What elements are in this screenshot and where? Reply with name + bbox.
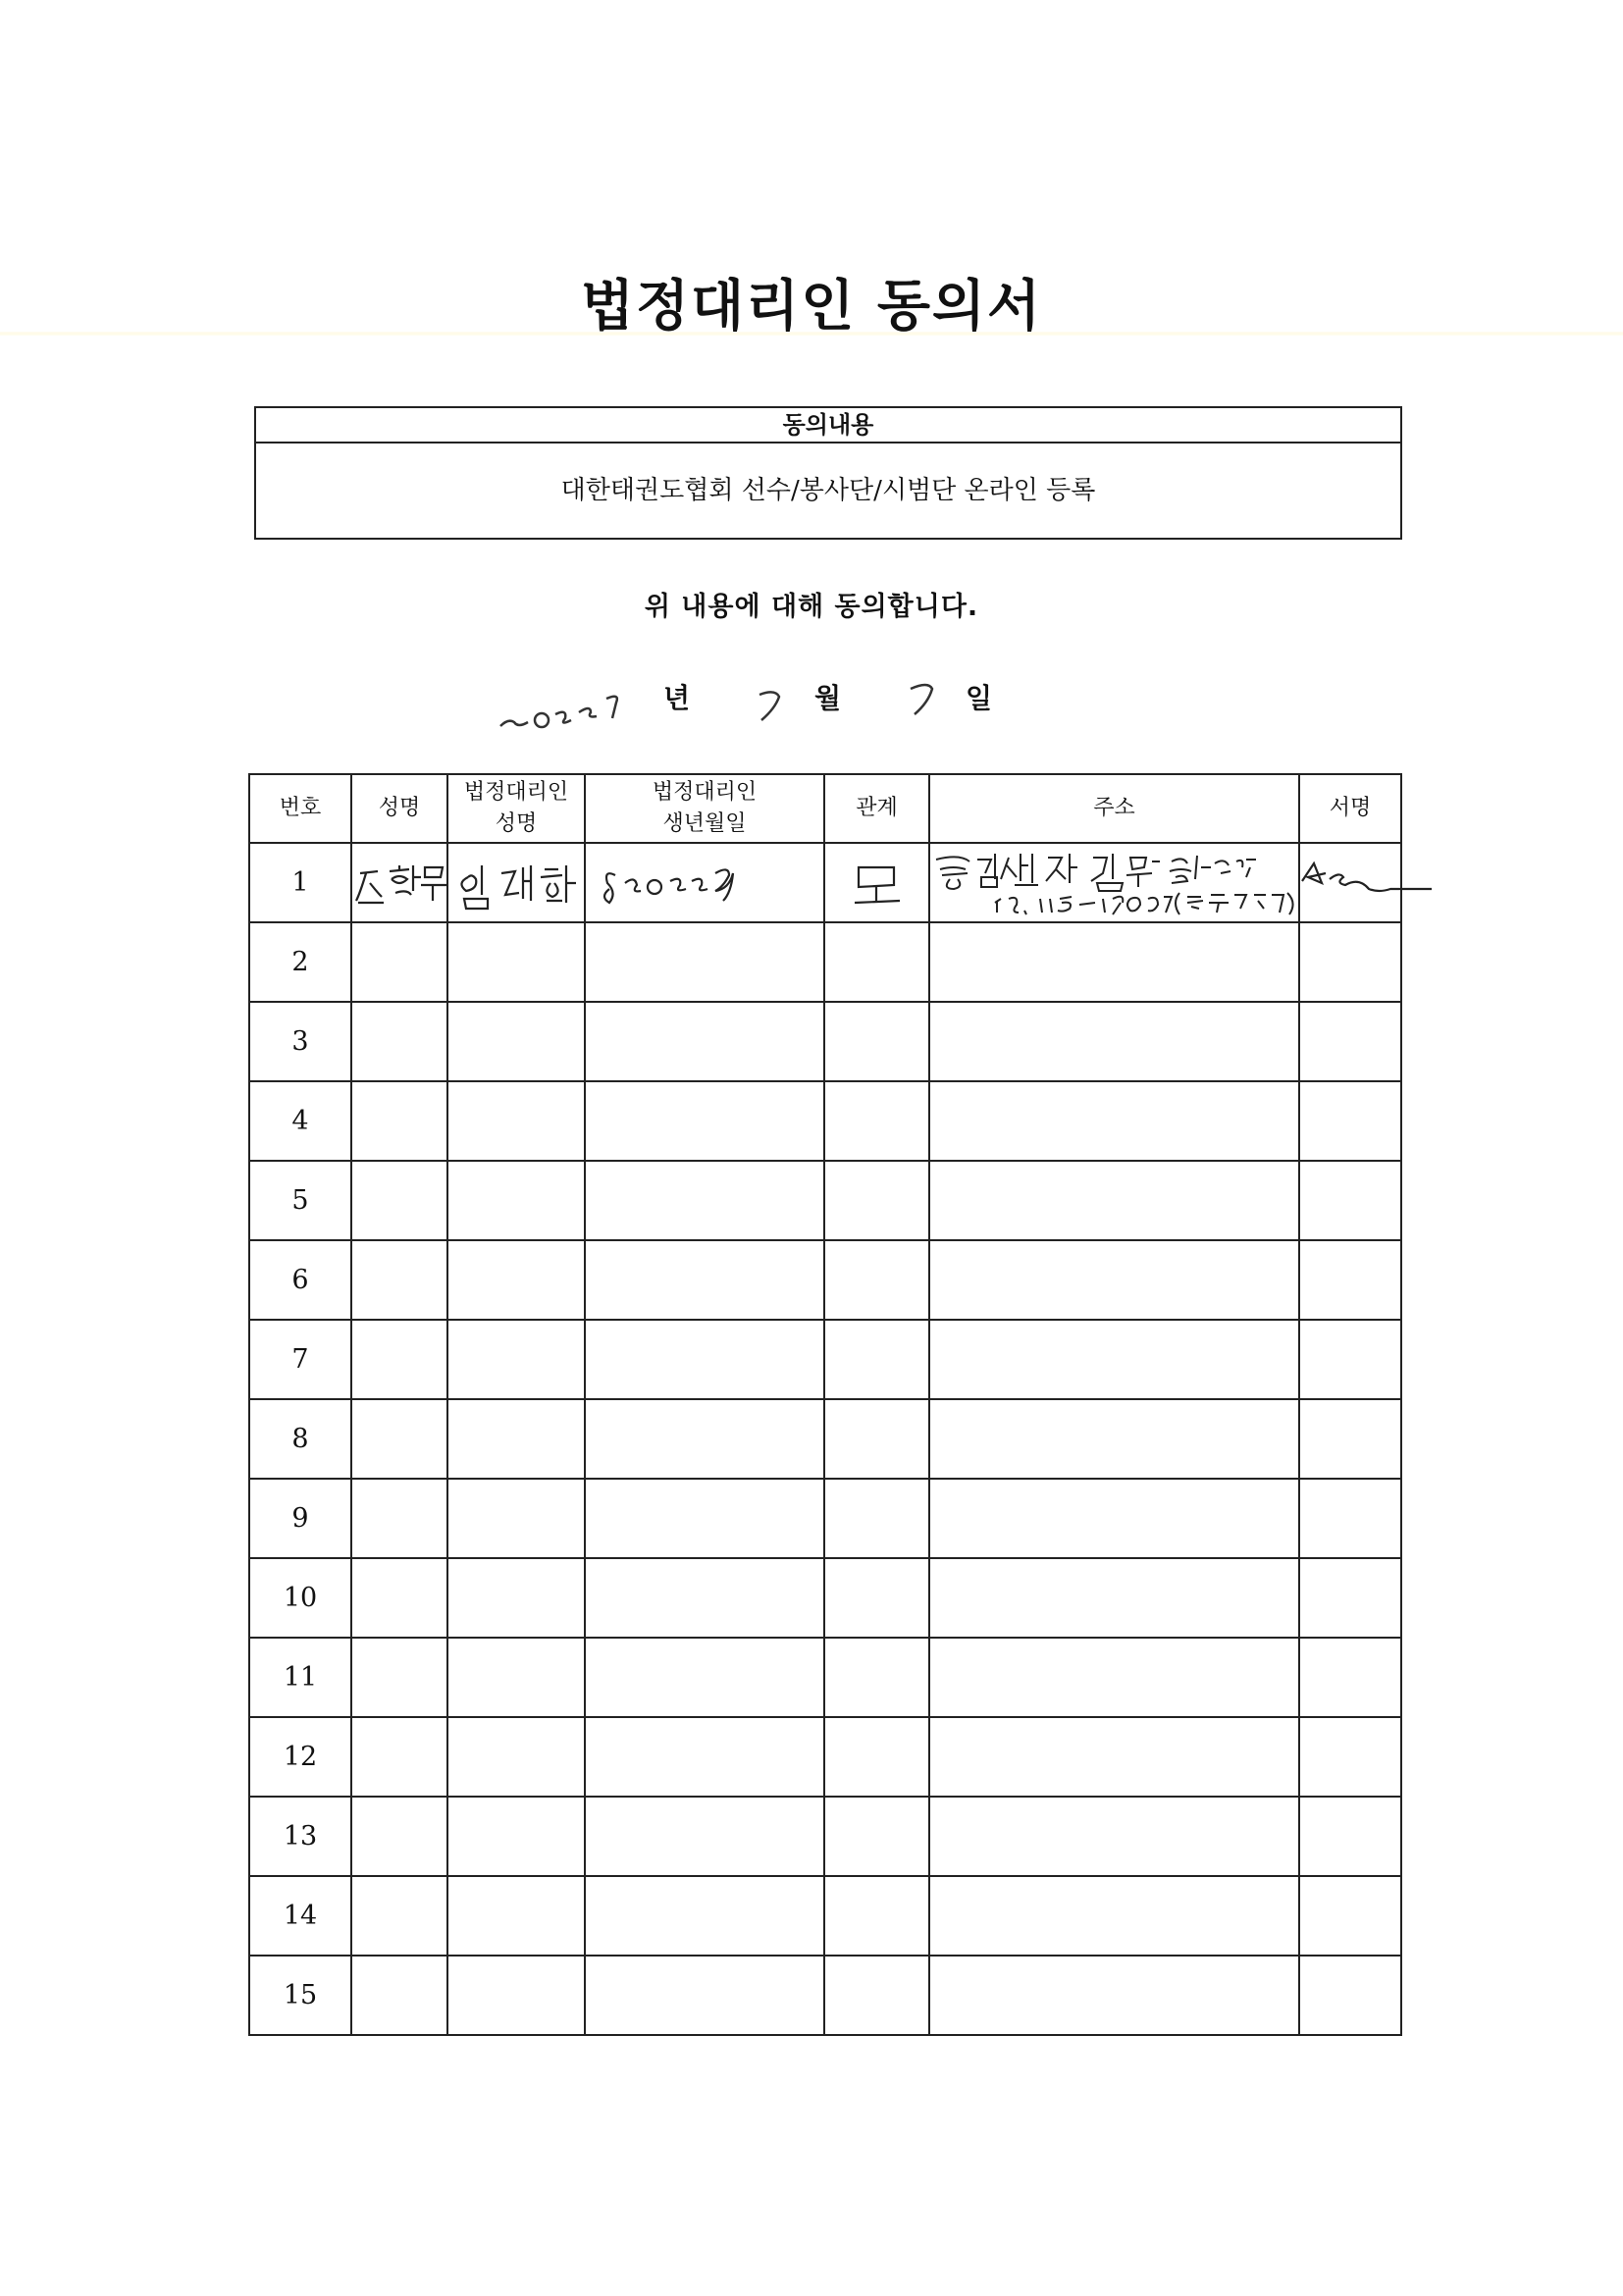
guardian-name-cell[interactable] <box>447 1161 585 1240</box>
guardian-name-cell[interactable] <box>447 1638 585 1717</box>
handwritten-name <box>351 843 447 922</box>
relation-cell[interactable] <box>824 1876 929 1956</box>
relation-cell[interactable] <box>824 1240 929 1320</box>
relation-cell[interactable] <box>824 1797 929 1876</box>
name-cell[interactable] <box>351 1081 447 1161</box>
agreement-text: 위 내용에 대해 동의합니다. <box>644 592 979 622</box>
signature-cell[interactable] <box>1299 1558 1401 1638</box>
signature-cell[interactable] <box>1299 1240 1401 1320</box>
address-cell[interactable] <box>929 1558 1299 1638</box>
relation-cell[interactable] <box>824 922 929 1002</box>
guardian-birth-cell[interactable] <box>585 1320 824 1399</box>
guardian-birth-cell[interactable] <box>585 922 824 1002</box>
name-cell[interactable] <box>351 1876 447 1956</box>
guardian-birth-cell[interactable] <box>585 1797 824 1876</box>
row-number: 13 <box>249 1797 351 1876</box>
signature-cell[interactable] <box>1299 1320 1401 1399</box>
guardian-birth-cell[interactable] <box>585 1479 824 1558</box>
day-label: 일 <box>966 682 993 714</box>
address-cell[interactable] <box>929 1161 1299 1240</box>
address-cell[interactable] <box>929 1081 1299 1161</box>
guardian-name-cell[interactable] <box>447 1717 585 1797</box>
guardian-name-cell[interactable] <box>447 1081 585 1161</box>
relation-cell[interactable] <box>824 1161 929 1240</box>
header-name: 성명 <box>351 774 447 843</box>
guardian-birth-cell[interactable] <box>585 1638 824 1717</box>
name-cell[interactable] <box>351 1638 447 1717</box>
table-row <box>249 1161 1401 1240</box>
relation-cell[interactable] <box>824 1638 929 1717</box>
address-cell[interactable] <box>929 1638 1299 1717</box>
handwritten-month <box>756 687 789 726</box>
year-label: 년 <box>663 682 691 714</box>
table-row <box>249 1240 1401 1320</box>
relation-cell[interactable] <box>824 1717 929 1797</box>
row-number: 7 <box>249 1320 351 1399</box>
name-cell[interactable] <box>351 1956 447 2035</box>
row-number: 5 <box>249 1161 351 1240</box>
guardian-birth-cell[interactable] <box>585 1717 824 1797</box>
name-cell[interactable] <box>351 1399 447 1479</box>
guardian-birth-cell[interactable] <box>585 1240 824 1320</box>
name-cell[interactable] <box>351 922 447 1002</box>
guardian-name-cell[interactable] <box>447 1320 585 1399</box>
consent-content: 대한태권도협회 선수/봉사단/시범단 온라인 등록 <box>560 476 1096 505</box>
header-address: 주소 <box>929 774 1299 843</box>
signature-cell[interactable] <box>1299 1797 1401 1876</box>
name-cell[interactable] <box>351 1320 447 1399</box>
header-signature: 서명 <box>1299 774 1401 843</box>
table-row <box>249 1320 1401 1399</box>
relation-cell[interactable] <box>824 1399 929 1479</box>
address-cell[interactable] <box>929 1240 1299 1320</box>
header-no: 번호 <box>249 774 351 843</box>
signature-cell[interactable] <box>1299 1399 1401 1479</box>
relation-cell[interactable] <box>824 1002 929 1081</box>
relation-cell[interactable] <box>824 1558 929 1638</box>
name-cell[interactable] <box>351 1797 447 1876</box>
table-row <box>249 1081 1401 1161</box>
guardian-name-cell[interactable] <box>447 1797 585 1876</box>
signature-cell[interactable] <box>1299 1638 1401 1717</box>
name-cell[interactable] <box>351 1479 447 1558</box>
address-cell[interactable] <box>929 1479 1299 1558</box>
guardian-birth-cell[interactable] <box>585 1081 824 1161</box>
signature-cell[interactable] <box>1299 1002 1401 1081</box>
name-cell[interactable] <box>351 1717 447 1797</box>
handwritten-address <box>929 843 1299 922</box>
signature-cell[interactable] <box>1299 922 1401 1002</box>
row-number: 12 <box>249 1717 351 1797</box>
address-cell[interactable] <box>929 1876 1299 1956</box>
address-cell[interactable] <box>929 1797 1299 1876</box>
handwritten-guardian-birth <box>585 843 824 922</box>
signature-cell[interactable] <box>1299 1717 1401 1797</box>
address-cell[interactable] <box>929 1399 1299 1479</box>
signature-cell[interactable] <box>1299 1956 1401 2035</box>
row-number: 10 <box>249 1558 351 1638</box>
name-cell[interactable] <box>351 1240 447 1320</box>
signature-cell[interactable] <box>1299 1876 1401 1956</box>
address-cell[interactable] <box>929 1320 1299 1399</box>
guardian-name-cell[interactable] <box>447 1558 585 1638</box>
table-row <box>249 1399 1401 1479</box>
handwritten-day <box>907 681 942 720</box>
table-row <box>249 1876 1401 1956</box>
registration-table <box>248 773 1402 2036</box>
signature-cell[interactable] <box>1299 1081 1401 1161</box>
address-cell[interactable] <box>929 922 1299 1002</box>
row-number: 14 <box>249 1876 351 1956</box>
row-number: 11 <box>249 1638 351 1717</box>
relation-cell[interactable] <box>824 1081 929 1161</box>
signature-cell[interactable] <box>1299 1479 1401 1558</box>
name-cell[interactable] <box>351 1002 447 1081</box>
table-row <box>249 1479 1401 1558</box>
address-cell[interactable] <box>929 1002 1299 1081</box>
guardian-birth-cell[interactable] <box>585 1399 824 1479</box>
handwritten-year <box>498 679 636 738</box>
name-cell[interactable] <box>351 1558 447 1638</box>
row-number: 9 <box>249 1479 351 1558</box>
relation-cell[interactable] <box>824 1956 929 2035</box>
table-row <box>249 1638 1401 1717</box>
relation-cell[interactable] <box>824 1320 929 1399</box>
guardian-birth-cell[interactable] <box>585 1956 824 2035</box>
row-number: 6 <box>249 1240 351 1320</box>
table-row <box>249 1717 1401 1797</box>
row-number: 3 <box>249 1002 351 1081</box>
header-relation: 관계 <box>824 774 929 843</box>
row-number: 8 <box>249 1399 351 1479</box>
guardian-name-cell[interactable] <box>447 1876 585 1956</box>
handwritten-relation <box>824 843 929 922</box>
date-row <box>0 667 1623 746</box>
document-title: 법정대리인 동의서 <box>580 275 1043 339</box>
guardian-birth-cell[interactable] <box>585 1558 824 1638</box>
header-guardian-birth: 법정대리인 생년월일 <box>585 774 824 843</box>
guardian-name-cell[interactable] <box>447 1399 585 1479</box>
row-number: 15 <box>249 1956 351 2035</box>
signature-cell[interactable] <box>1299 1161 1401 1240</box>
month-label: 월 <box>814 682 842 714</box>
guardian-name-cell[interactable] <box>447 922 585 1002</box>
table-row <box>249 922 1401 1002</box>
address-cell[interactable] <box>929 1717 1299 1797</box>
name-cell[interactable] <box>351 1161 447 1240</box>
consent-box <box>254 406 1402 540</box>
guardian-birth-cell[interactable] <box>585 1002 824 1081</box>
guardian-birth-cell[interactable] <box>585 1876 824 1956</box>
guardian-name-cell[interactable] <box>447 1956 585 2035</box>
handwritten-signature <box>1299 843 1401 922</box>
table-row <box>249 1956 1401 2035</box>
row-number: 1 <box>249 843 351 922</box>
guardian-name-cell[interactable] <box>447 1002 585 1081</box>
table-row <box>249 843 1401 922</box>
guardian-name-cell[interactable] <box>447 1479 585 1558</box>
consent-header: 동의내용 <box>256 408 1400 444</box>
guardian-birth-cell[interactable] <box>585 1161 824 1240</box>
table-row <box>249 1002 1401 1081</box>
table-header-row <box>249 774 1401 843</box>
handwritten-guardian-name <box>447 843 585 922</box>
table-row <box>249 1797 1401 1876</box>
address-cell[interactable] <box>929 1956 1299 2035</box>
guardian-name-cell[interactable] <box>447 1240 585 1320</box>
table-row <box>249 1558 1401 1638</box>
row-number: 2 <box>249 922 351 1002</box>
header-guardian-name: 법정대리인 성명 <box>447 774 585 843</box>
row-number: 4 <box>249 1081 351 1161</box>
relation-cell[interactable] <box>824 1479 929 1558</box>
